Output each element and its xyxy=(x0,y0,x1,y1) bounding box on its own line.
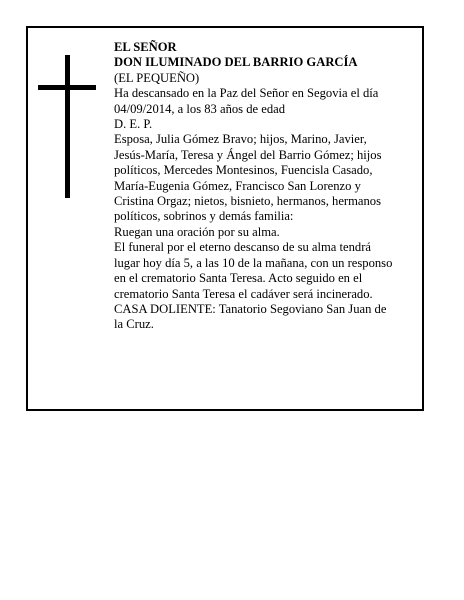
funeral-line: crematorio Santa Teresa el cadáver será incinerado. xyxy=(114,286,373,301)
mourning-house-paragraph xyxy=(114,302,422,333)
family-line: María-Eugenia Gómez, Francisco San Lorenzo y xyxy=(114,178,361,193)
obituary-notice xyxy=(26,26,424,411)
cross-icon xyxy=(38,55,96,198)
family-line: políticos, sobrinos y demás familia: xyxy=(114,209,294,224)
nickname: (EL PEQUEÑO) xyxy=(114,70,200,85)
prayer-request: Ruegan una oración por su alma. xyxy=(114,224,280,239)
funeral-line: El funeral por el eterno descanso de su alma tendrá xyxy=(114,240,372,255)
cross-horizontal-bar xyxy=(38,85,96,90)
family-line: políticos, Mercedes Montesinos, Fuencisla Casado, xyxy=(114,163,373,178)
obituary-text xyxy=(114,40,422,333)
funeral-paragraph xyxy=(114,240,422,302)
funeral-line: lugar hoy día 5, a las 10 de la mañana, con un responso xyxy=(114,255,393,270)
mourning-house-line: CASA DOLIENTE: Tanatorio Segoviano San Juan de xyxy=(114,301,387,316)
rip-text: D. E. P. xyxy=(114,117,153,132)
mourning-house-line: la Cruz. xyxy=(114,317,154,332)
family-paragraph xyxy=(114,132,422,224)
family-line: Jesús-María, Teresa y Ángel del Barrio Gómez; hijos xyxy=(114,147,382,162)
heading-title: EL SEÑOR xyxy=(114,40,177,54)
deceased-name: DON ILUMINADO DEL BARRIO GARCÍA xyxy=(114,55,358,70)
cross-vertical-bar xyxy=(65,55,70,198)
family-line: Esposa, Julia Gómez Bravo; hijos, Marino, Javier, xyxy=(114,132,367,147)
funeral-line: en el crematorio Santa Teresa. Acto seguido en el xyxy=(114,271,363,286)
death-info-line: Ha descansado en la Paz del Señor en Segovia el día xyxy=(114,86,379,101)
family-line: Cristina Orgaz; nietos, bisnieto, hermanos, hermanos xyxy=(114,194,381,209)
death-info-line: 04/09/2014, a los 83 años de edad xyxy=(114,101,286,116)
